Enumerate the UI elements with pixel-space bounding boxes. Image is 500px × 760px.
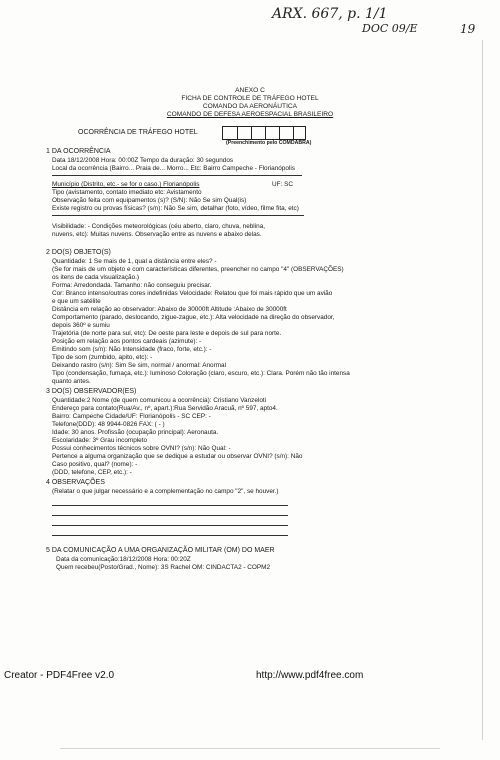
s1-weather-line: nuvens, etc): Muitas nuvens. Observação entre as nuvens e abaixo delas. xyxy=(52,231,262,238)
creator-label: Creator - PDF4Free v2.0 xyxy=(4,670,115,681)
archive-reference: ARX. 667, p. 1/1 xyxy=(272,6,388,22)
scan-edge-right xyxy=(482,40,483,740)
s2-line: Posição em relação aos pontos cardeais (azimute): - xyxy=(52,338,202,345)
s3-line: Caso positivo, qual? (nome): - xyxy=(52,461,138,468)
s3-line: Possui conhecimentos técnicos sobre OVNI? (s/n): Não Qual: - xyxy=(52,445,231,452)
org-line-2: COMANDO DE DEFESA AEROESPACIAL BRASILEIRO xyxy=(166,111,334,118)
s2-line: Comportamento (parado, deslocando, zigue-zague, etc.): Alta velocidade na direção do observador, xyxy=(52,314,335,321)
s3-line: Pertence a alguma organização que se dedique a estudar ou observar OVNI? (s/n): Não xyxy=(52,453,303,460)
section-4-title: 4 OBSERVAÇÕES xyxy=(46,479,105,486)
s3-line: (DDD, telefone, CEP, etc.): - xyxy=(52,469,132,476)
s1-type-line: Tipo (avistamento, contato imediato etc: Avistamento xyxy=(52,189,202,196)
s3-line: Idade: 30 anos. Profissão (ocupação principal): Aeronauta. xyxy=(52,429,219,436)
section-5-title: 5 DA COMUNICAÇÃO A UMA ORGANIZAÇÃO MILITAR (OM) DO MAER xyxy=(46,547,275,554)
s5-receiver-line: Quem recebeu(Posto/Grad., Nome): 3S Rachel OM: CINDACTA2 - COPM2 xyxy=(56,564,271,571)
s2-line: (Se for mais de um objeto e com características diferentes, preencher no campo "4" (OBSERVAÇÕES) xyxy=(52,266,344,273)
org-line-1: COMANDO DA AERONÁUTICA xyxy=(202,103,298,110)
box-note: (Preenchimento pelo COMDABRA) xyxy=(226,140,312,146)
s2-line: quanto antes. xyxy=(52,378,91,385)
s2-line: Distância em relação ao observador: Abaixo de 30000ft Altitude :Abaixo de 30000ft xyxy=(52,306,287,313)
s3-line: Escolaridade: 3º Grau incompleto xyxy=(52,437,148,444)
s2-line: Emitindo som (s/n): Não Intensidade (fraco, forte, etc.): - xyxy=(52,346,212,353)
s1-municipality: Município (Distrito, etc.- se for o caso.) Florianópolis xyxy=(52,181,200,188)
s2-line: Forma: Arredondada. Tamanho: não conseguiu precisar. xyxy=(52,282,212,289)
s5-date-line: Data da comunicação:18/12/2008 Hora: 00:20Z xyxy=(56,556,191,563)
occurrence-code-box xyxy=(222,126,306,140)
s2-line: Tipo (condensação, fumaça, etc.): luminoso Coloração (claro, escuro, etc.): Clara. Porém não tão intensa xyxy=(52,370,350,377)
s1-evidence-line: Existe registro ou provas físicas? (s/n): Não Se sim, detalhar (foto, vídeo, filme fita, etc) xyxy=(52,205,299,212)
s2-line: os itens de cada visualização.) xyxy=(52,274,140,281)
s3-line: Telefone(DDD): 48 9944-0826 FAX: ( - ) xyxy=(52,421,165,428)
s2-line: Trajetória (de norte para sul, etc): De oeste para leste e depois de sul para norte. xyxy=(52,330,282,337)
s2-line: depois 360º e sumiu xyxy=(52,322,110,329)
s4-blank-line xyxy=(52,525,288,526)
s2-line: Tipo de som (zumbido, apito, etc): - xyxy=(52,354,153,361)
form-title: FICHA DE CONTROLE DE TRÁFEGO HOTEL xyxy=(181,95,319,102)
s3-line: Quantidade:2 Nome (de quem comunicou a ocorrência): Cristiano Vanzeloti xyxy=(52,397,267,404)
s2-line: e que um satélite xyxy=(52,298,101,305)
s4-instruction: (Relatar o que julgar necessário e a complementação no campo "2", se houver.) xyxy=(52,488,279,495)
s1-date-line: Data 18/12/2008 Hora: 00:00Z Tempo da duração: 30 segundos xyxy=(52,157,234,164)
section-1-title: 1 DA OCORRÊNCIA xyxy=(46,148,111,155)
s2-line: Quantidade: 1 Se mais de 1, qual a distância entre eles? - xyxy=(52,258,217,265)
s3-line: Bairro: Campeche Cidade/UF: Florianópolis - SC CEP: - xyxy=(52,413,211,420)
s1-visibility-line: Visibilidade: - Condições meteorológicas (céu aberto, claro, chuva, neblina, xyxy=(52,223,266,230)
s1-rule-2 xyxy=(52,215,304,216)
s1-location-line: Local da ocorrência (Bairro... Praia de... Morro... Etc: Bairro Campeche - Florianópolis xyxy=(52,165,295,172)
s2-line: Cor: Branco intenso/outras cores indefinidas Velocidade: Relatou que foi mais rápido que um avião xyxy=(52,290,333,297)
s1-equipment-line: Observação feita com equipamentos (s)? (S/N): Não Se sim Qual(is) xyxy=(52,197,247,204)
s1-rule-1 xyxy=(52,175,302,176)
pdf4free-link[interactable]: http://www.pdf4free.com xyxy=(256,670,364,681)
occurrence-label: OCORRÊNCIA DE TRÁFEGO HOTEL xyxy=(78,129,198,136)
s4-blank-line xyxy=(52,535,288,536)
section-3-title: 3 DO(S) OBSERVADOR(ES) xyxy=(46,388,137,395)
s4-blank-line xyxy=(52,515,288,516)
doc-reference: DOC 09/E xyxy=(362,22,418,35)
annex-label: ANEXO C xyxy=(235,87,265,94)
page-number-mark: 19 xyxy=(460,22,476,36)
s1-uf: UF: SC xyxy=(272,181,293,188)
s4-blank-line xyxy=(52,505,288,506)
s2-line: Deixando rastro (s/n): Sim Se sim, normal / anormal: Anormal xyxy=(52,362,227,369)
scan-edge-bottom xyxy=(60,748,440,749)
s3-line: Endereço para contato(Rua/Av., nº, apart.):Rua Servidão Aracuã, nº 597, apto4. xyxy=(52,405,278,412)
section-2-title: 2 DO(S) OBJETO(S) xyxy=(46,249,111,256)
